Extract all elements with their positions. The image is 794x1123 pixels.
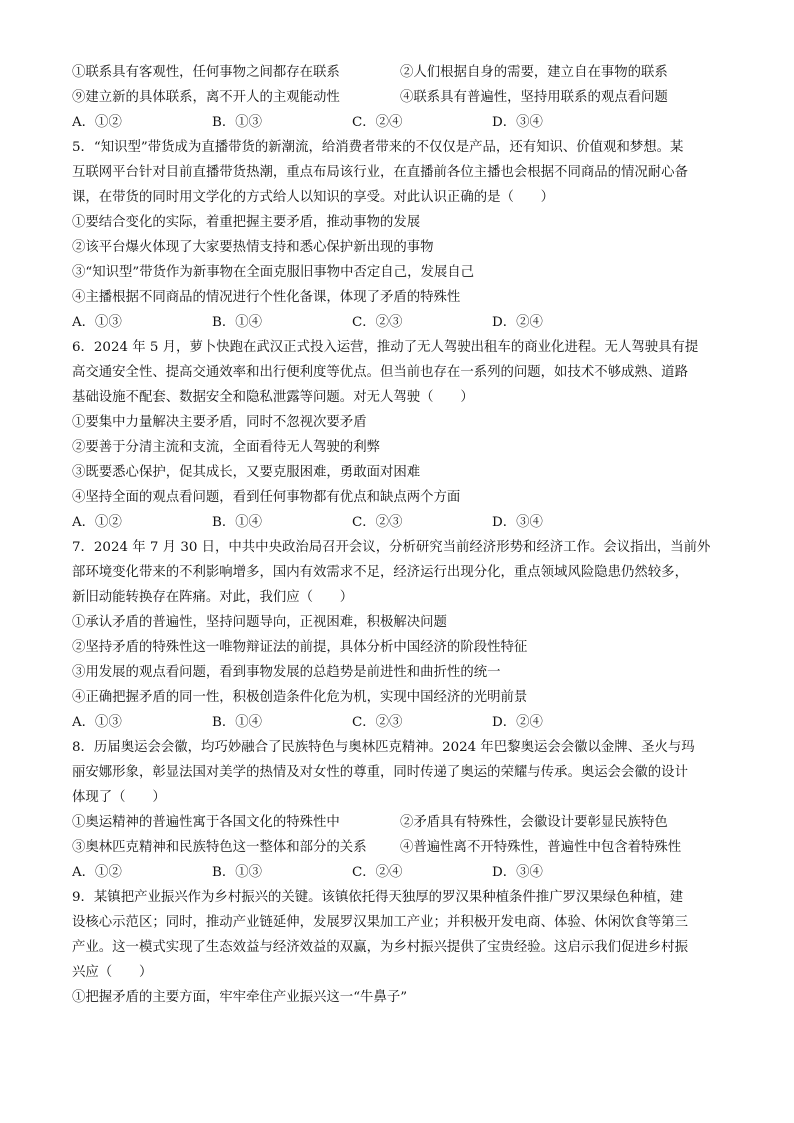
choice-row bbox=[72, 85, 728, 110]
statement-item: ④正确把握矛盾的同一性，积极创造条件化危为机，实现中国经济的光明前景 bbox=[72, 690, 528, 705]
option-b: B．①④ bbox=[212, 515, 263, 530]
option-c: C．②③ bbox=[352, 515, 403, 530]
question-stem: 课，在带货的同时用文学化的方式给人以知识的享受。对此认识正确的是（ ） bbox=[72, 190, 555, 205]
option-d: D．②④ bbox=[492, 315, 543, 330]
option-b: B．①③ bbox=[212, 115, 263, 130]
statement-item: ④普遍性离不开特殊性，普遍性中包含着特殊性 bbox=[400, 840, 682, 855]
option-d: D．③④ bbox=[492, 115, 543, 130]
statement-item: ②该平台爆火体现了大家要热情支持和悉心保护新出现的事物 bbox=[72, 240, 434, 255]
statement-item: ②矛盾具有特殊性，会徽设计要彰显民族特色 bbox=[400, 815, 668, 830]
question-stem: 部环境变化带来的不利影响增多，国内有效需求不足，经济运行出现分化，重点领域风险隐患仍然较多， bbox=[72, 565, 688, 580]
option-a: A．①② bbox=[72, 515, 122, 530]
question-stem: 高交通安全性、提高交通效率和出行便利度等优点。但当前也存在一系列的问题，如技术不够成熟、道路 bbox=[72, 365, 688, 380]
choice-row bbox=[72, 60, 728, 85]
answer-options bbox=[72, 110, 728, 135]
statement-item: ①奥运精神的普遍性寓于各国文化的特殊性中 bbox=[72, 815, 340, 830]
question-6 bbox=[72, 335, 728, 535]
statement-item: ③奥林匹克精神和民族特色这一整体和部分的关系 bbox=[72, 840, 367, 855]
question-8 bbox=[72, 735, 728, 885]
statement-item: ②坚持矛盾的特殊性这一唯物辩证法的前提，具体分析中国经济的阶段性特征 bbox=[72, 640, 528, 655]
choice-item: ②人们根据自身的需要，建立自在事物的联系 bbox=[400, 65, 668, 80]
option-d: D．③④ bbox=[492, 865, 543, 880]
question-stem: 8．历届奥运会会徽，均巧妙融合了民族特色与奥林匹克精神。2024 年巴黎奥运会会徽以金牌、圣火与玛 bbox=[72, 740, 695, 755]
page-content bbox=[72, 60, 728, 1010]
option-c: C．②④ bbox=[352, 115, 403, 130]
statement-item: ①要集中力量解决主要矛盾，同时不忽视次要矛盾 bbox=[72, 415, 367, 430]
question-stem: 体现了（ ） bbox=[72, 790, 166, 805]
question-stem: 丽安娜形象，彰显法国对美学的热情及对女性的尊重，同时传递了奥运的荣耀与传承。奥运会会徽的设计 bbox=[72, 765, 688, 780]
option-d: D．②④ bbox=[492, 715, 543, 730]
option-b: B．①④ bbox=[212, 715, 263, 730]
question-stem: 5．“知识型”带货成为直播带货的新潮流，给消费者带来的不仅仅是产品，还有知识、价值观和梦想。某 bbox=[72, 140, 684, 155]
question-stem: 设核心示范区；同时，推动产业链延伸，发展罗汉果加工产业；并积极开发电商、体验、休闲饮食等第三 bbox=[72, 915, 688, 930]
question-stem: 产业。这一模式实现了生态效益与经济效益的双赢，为乡村振兴提供了宝贵经验。这启示我们促进乡村振 bbox=[72, 940, 688, 955]
statement-item: ④主播根据不同商品的情况进行个性化备课，体现了矛盾的特殊性 bbox=[72, 290, 461, 305]
answer-options bbox=[72, 710, 728, 735]
choice-item: ①联系具有客观性，任何事物之间都存在联系 bbox=[72, 65, 340, 80]
question-stem: 9．某镇把产业振兴作为乡村振兴的关键。该镇依托得天独厚的罗汉果种植条件推广罗汉果绿色种植，建 bbox=[72, 890, 684, 905]
option-b: B．①③ bbox=[212, 865, 263, 880]
question-5 bbox=[72, 135, 728, 335]
option-c: C．②③ bbox=[352, 715, 403, 730]
question-stem: 新旧动能转换存在阵痛。对此，我们应（ ） bbox=[72, 590, 354, 605]
statement-item: ①把握矛盾的主要方面，牢牢牵住产业振兴这一“牛鼻子” bbox=[72, 990, 408, 1005]
option-c: C．②④ bbox=[352, 865, 403, 880]
option-b: B．①④ bbox=[212, 315, 263, 330]
answer-options bbox=[72, 860, 728, 885]
question-9 bbox=[72, 885, 728, 1010]
statement-item: ①要结合变化的实际，着重把握主要矛盾，推动事物的发展 bbox=[72, 215, 421, 230]
statement-item: ④坚持全面的观点看问题，看到任何事物都有优点和缺点两个方面 bbox=[72, 490, 461, 505]
option-d: D．③④ bbox=[492, 515, 543, 530]
statement-item: ②要善于分清主流和支流，全面看待无人驾驶的利弊 bbox=[72, 440, 380, 455]
statement-item: ③“知识型”带货作为新事物在全面克服旧事物中否定自己，发展自己 bbox=[72, 265, 475, 280]
question-stem: 基础设施不配套、数据安全和隐私泄露等问题。对无人驾驶（ ） bbox=[72, 390, 474, 405]
option-a: A．①③ bbox=[72, 715, 122, 730]
option-a: A．①② bbox=[72, 115, 122, 130]
question-7 bbox=[72, 535, 728, 735]
option-c: C．②③ bbox=[352, 315, 403, 330]
statement-item: ③既要悉心保护，促其成长，又要克服困难，勇敢面对困难 bbox=[72, 465, 421, 480]
choice-item: ④联系具有普遍性，坚持用联系的观点看问题 bbox=[400, 90, 668, 105]
choice-row bbox=[72, 810, 728, 835]
question-stem: 兴应（ ） bbox=[72, 965, 153, 980]
answer-options bbox=[72, 510, 728, 535]
question-stem: 互联网平台针对目前直播带货热潮，重点布局该行业，在直播前各位主播也会根据不同商品的情况耐心备 bbox=[72, 165, 688, 180]
statement-item: ①承认矛盾的普遍性，坚持问题导向，正视困难，积极解决问题 bbox=[72, 615, 447, 630]
statement-item: ③用发展的观点看问题，看到事物发展的总趋势是前进性和曲折性的统一 bbox=[72, 665, 501, 680]
option-a: A．①③ bbox=[72, 315, 122, 330]
choice-item: ⑨建立新的具体联系，离不开人的主观能动性 bbox=[72, 90, 340, 105]
choice-row bbox=[72, 835, 728, 860]
question-stem: 6．2024 年 5 月，萝卜快跑在武汉正式投入运营，推动了无人驾驶出租车的商业化进程。无人驾驶具有提 bbox=[72, 340, 699, 355]
question-stem: 7．2024 年 7 月 30 日，中共中央政治局召开会议，分析研究当前经济形势和经济工作。会议指出，当前外 bbox=[72, 540, 711, 555]
answer-options bbox=[72, 310, 728, 335]
option-a: A．①② bbox=[72, 865, 122, 880]
